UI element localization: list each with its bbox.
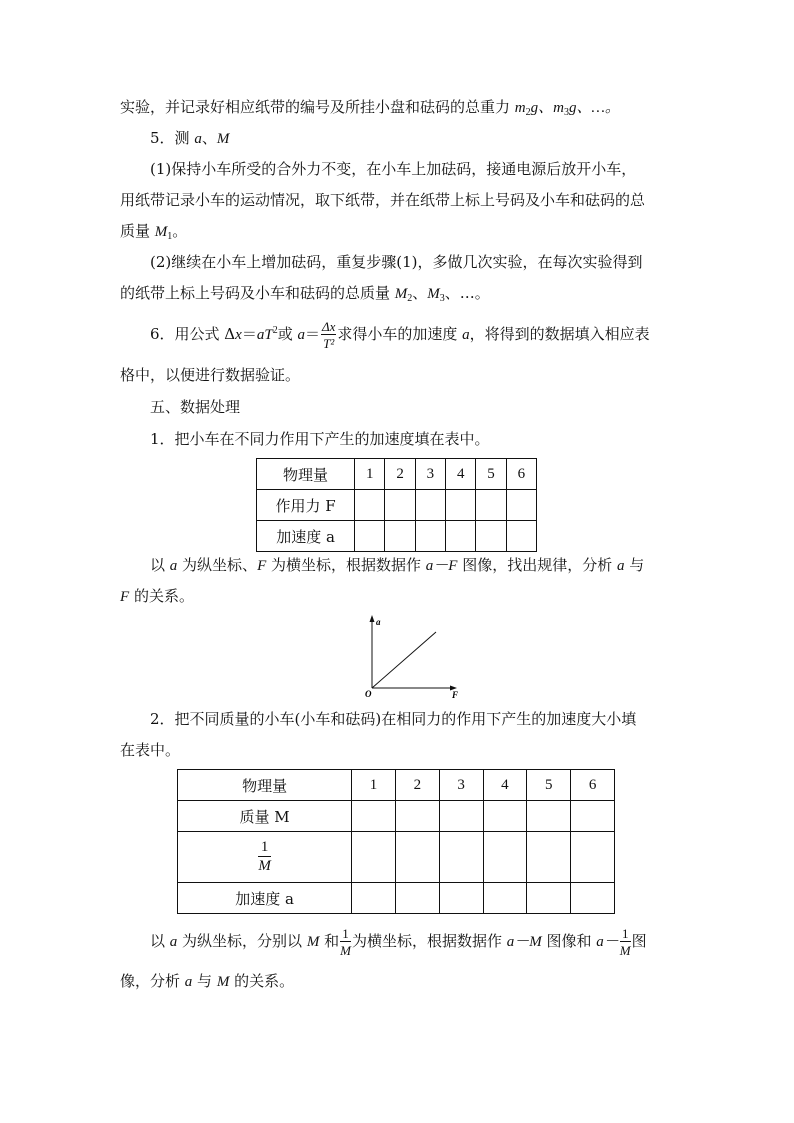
row-label-inverse-mass bbox=[178, 832, 352, 883]
table-header-cell: 2 bbox=[395, 770, 439, 801]
table-header-cell: 物理量 bbox=[178, 770, 352, 801]
table-header-cell: 5 bbox=[476, 459, 506, 490]
step-5-1-line3: 质量 $M_1$。 bbox=[120, 222, 188, 242]
item-2-line1: 2．把不同质量的小车(小车和砝码)在相同力的作用下产生的加速度大小填 bbox=[150, 710, 637, 728]
fraction-1-over-m: $\frac{1}{M}$ bbox=[619, 926, 631, 958]
row-label-force: 作用力 F bbox=[257, 490, 355, 521]
origin-label: O bbox=[365, 689, 372, 699]
graph-instruction-line1: 以 a 为纵坐标、F 为横坐标，根据数据作 a－F 图像，找出规律，分析 a 与 bbox=[150, 556, 645, 574]
para-experiment-record: 实验，并记录好相应纸带的编号及所挂小盘和砝码的总重力 $m_2g$、$m_3g$、…。 bbox=[120, 98, 620, 118]
table-row bbox=[178, 883, 615, 914]
graph-instruction-line2: F 的关系。 bbox=[120, 587, 194, 605]
y-axis-label: a bbox=[376, 617, 381, 627]
table-header-cell: 物理量 bbox=[257, 459, 355, 490]
table-header-cell: 4 bbox=[483, 770, 527, 801]
table-header-cell: 2 bbox=[385, 459, 415, 490]
step-5-1-line2: 用纸带记录小车的运动情况，取下纸带，并在纸带上标上号码及小车和砝码的总 bbox=[120, 191, 646, 209]
item-2-line2: 在表中。 bbox=[120, 741, 181, 759]
table-row bbox=[178, 832, 615, 883]
step-5-2-line1: (2)继续在小车上增加砝码，重复步骤(1)，多做几次实验，在每次实验得到 bbox=[150, 253, 643, 271]
step-6-line1: 6．用公式 $\Delta x=aT^2$或 a＝ $\frac{\Delta x}{\text{T²}}$ 求得小车的加速度 a，将得到的数据填入相应表 bbox=[150, 319, 650, 351]
table-header-cell: 6 bbox=[506, 459, 536, 490]
table-row bbox=[257, 459, 537, 490]
a-f-graph bbox=[360, 612, 470, 700]
final-instruction-line2: 像，分析 a 与 M 的关系。 bbox=[120, 972, 295, 990]
step-5-2-line2: 的纸带上标上号码及小车和砝码的总质量 $M_2$、$M_3$、…。 bbox=[120, 284, 490, 304]
table-row bbox=[257, 521, 537, 552]
step-5-1-line1: (1)保持小车所受的合外力不变，在小车上加砝码，接通电源后放开小车， bbox=[150, 160, 637, 178]
table-header-cell: 3 bbox=[415, 459, 445, 490]
step-6-line2: 格中，以便进行数据验证。 bbox=[120, 366, 301, 384]
table-header-cell: 4 bbox=[446, 459, 476, 490]
table-header-cell: 1 bbox=[352, 770, 396, 801]
final-instruction-line1: 以 a 为纵坐标，分别以 M 和 $\frac{1}{M}$ 为横坐标，根据数据作 a－M 图像和 a－ $\frac{1}{M}$ 图 bbox=[150, 926, 647, 958]
table-row bbox=[178, 770, 615, 801]
force-acceleration-table bbox=[256, 458, 537, 552]
item-1-text: 1．把小车在不同力作用下产生的加速度填在表中。 bbox=[150, 430, 490, 448]
proportional-line bbox=[372, 632, 436, 688]
row-label-mass: 质量 M bbox=[178, 801, 352, 832]
table-header-cell: 3 bbox=[439, 770, 483, 801]
mass-acceleration-table bbox=[177, 769, 615, 914]
table-header-cell: 5 bbox=[527, 770, 571, 801]
table-header-cell: 1 bbox=[355, 459, 385, 490]
x-axis-label: F bbox=[452, 690, 459, 700]
table-row bbox=[178, 801, 615, 832]
fraction-1-over-m: $\frac{1}{M}$ bbox=[258, 839, 271, 874]
step-5-heading: 5．测 a、M bbox=[150, 129, 230, 147]
fraction-1-over-m: $\frac{1}{M}$ bbox=[340, 926, 351, 958]
table-header-cell: 6 bbox=[571, 770, 615, 801]
row-label-acceleration: 加速度 a bbox=[257, 521, 355, 552]
table-row bbox=[257, 490, 537, 521]
fraction-dx-t2: $\frac{\Delta x}{\text{T²}}$ bbox=[321, 319, 336, 351]
row-label-acceleration: 加速度 a bbox=[178, 883, 352, 914]
section-title-data-processing: 五、数据处理 bbox=[150, 398, 241, 416]
y-axis-arrow bbox=[370, 615, 375, 622]
